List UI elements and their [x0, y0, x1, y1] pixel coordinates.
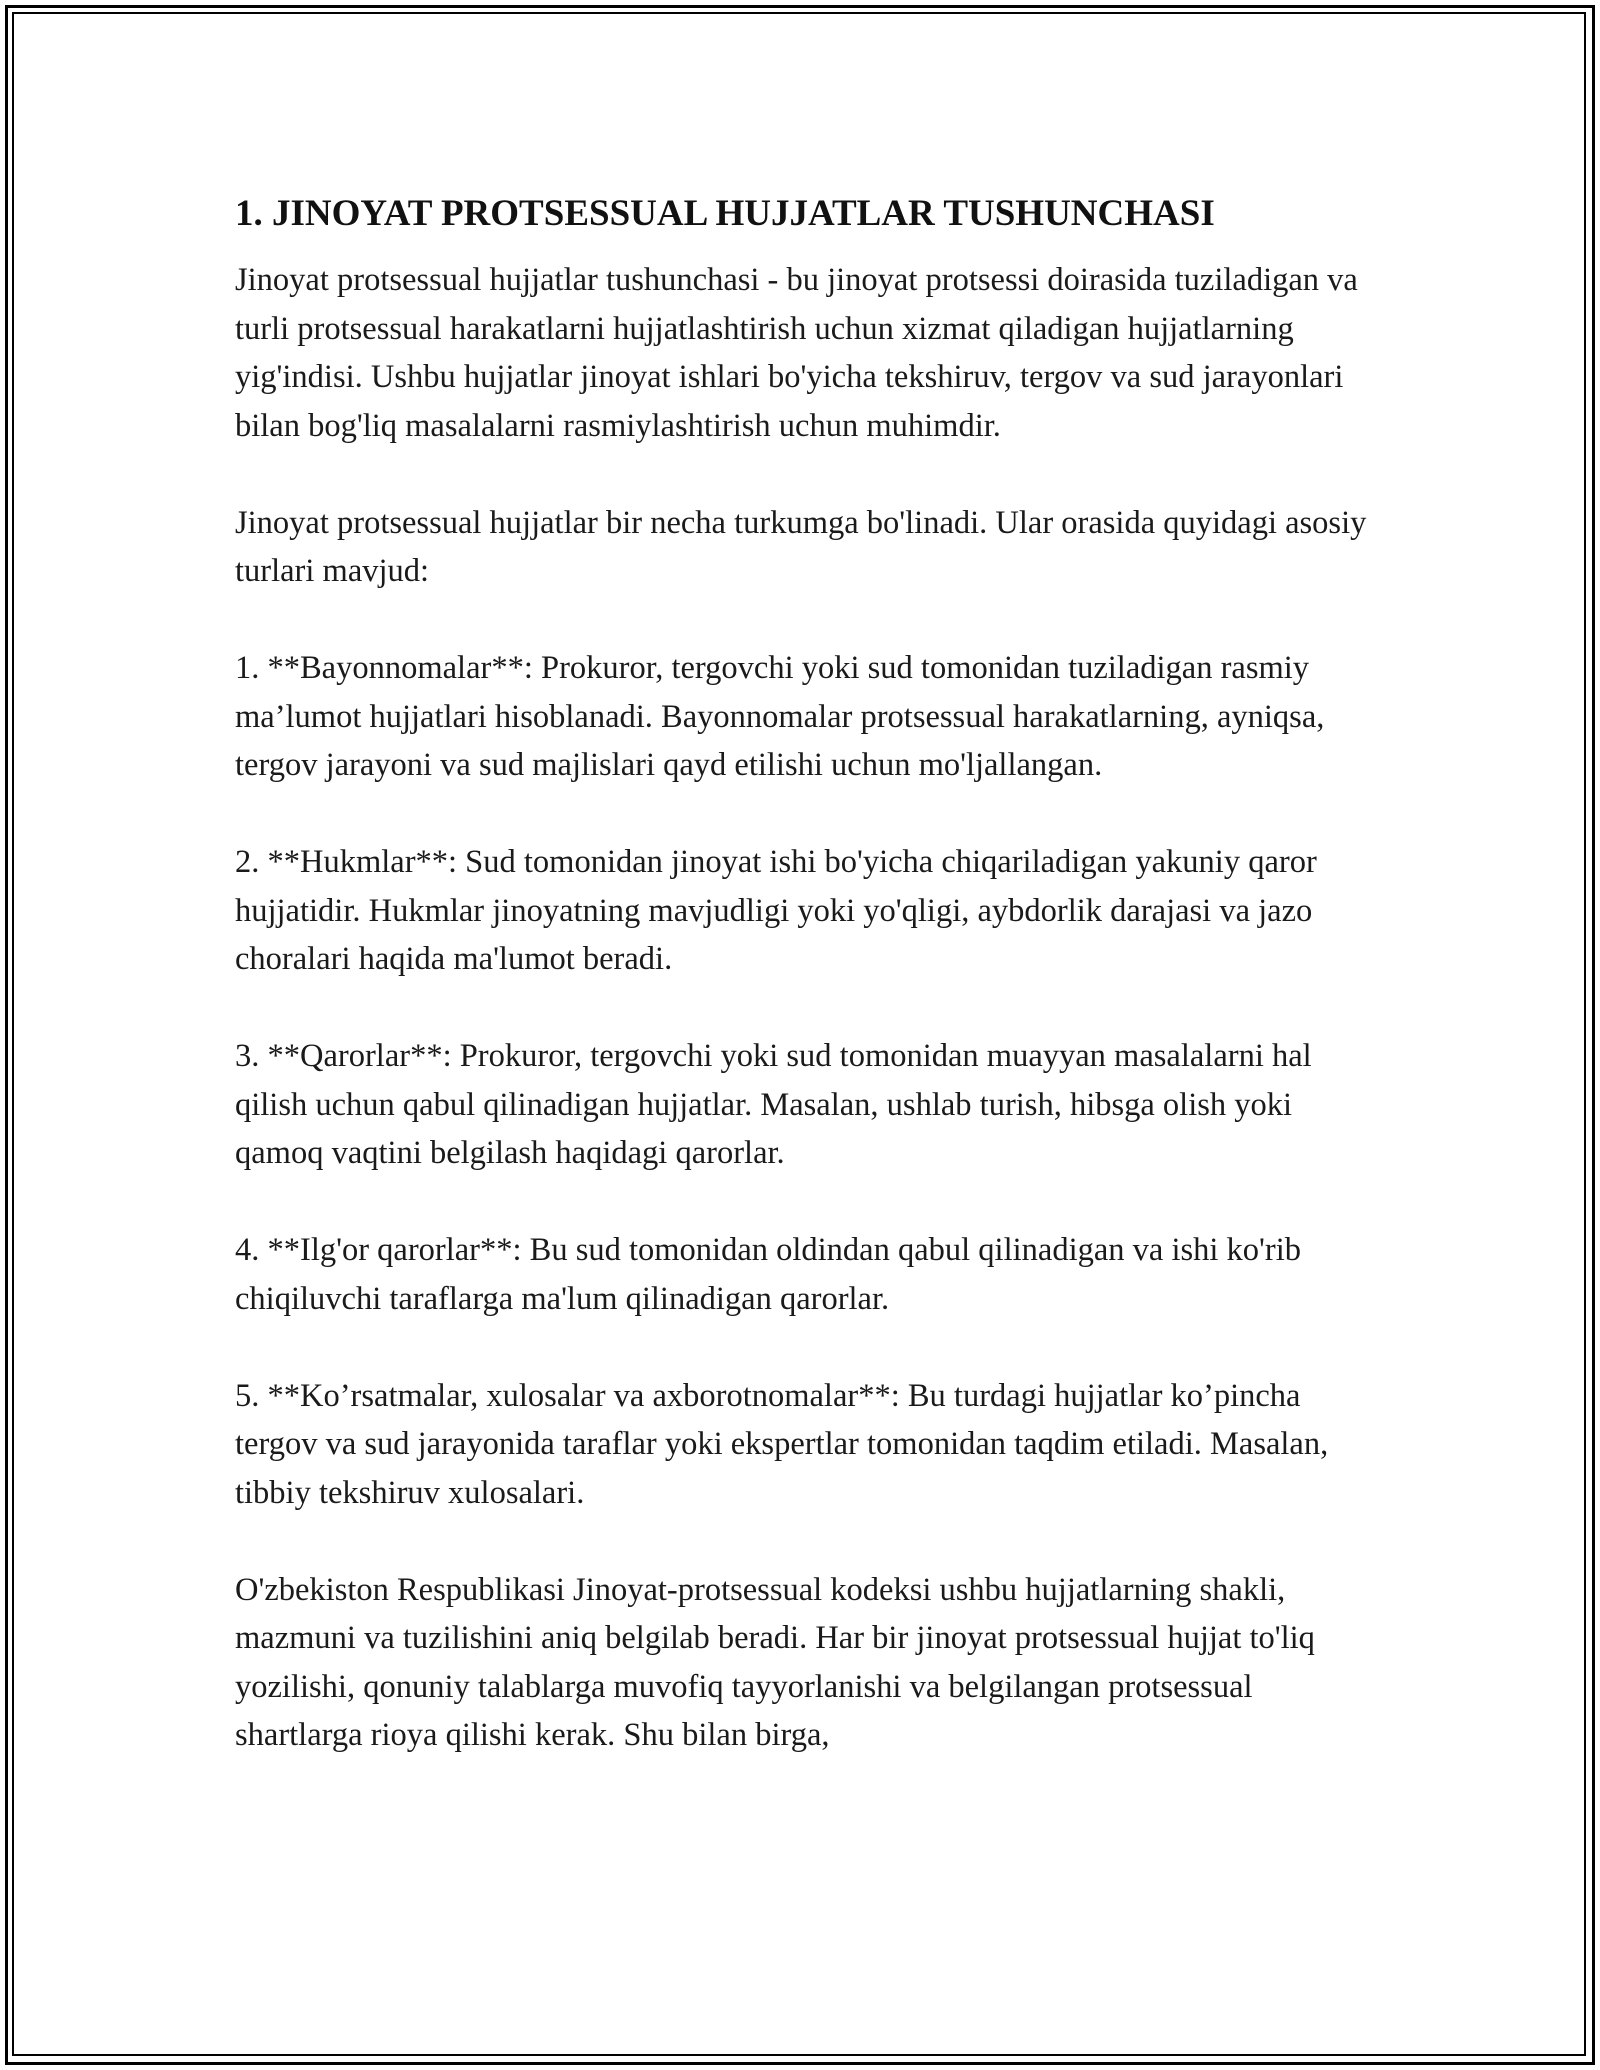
list-item-qarorlar: 3. **Qarorlar**: Prokuror, tergovchi yoki sud tomonidan muayyan masalalarni hal qilish uchun qabul qilinadigan hujjatlar. Masalan, ushlab turish, hibsga olish yoki qamoq vaqtini belgilash haqidagi qarorlar.: [235, 1038, 1312, 1171]
list-item-ilgor-qarorlar: 4. **Ilg'or qarorlar**: Bu sud tomonidan oldindan qabul qilinadigan va ishi ko'rib chiqiluvchi taraflarga ma'lum qilinadigan qarorlar.: [235, 1232, 1301, 1317]
list-item-bayonnomalar: 1. **Bayonnomalar**: Prokuror, tergovchi yoki sud tomonidan tuziladigan rasmiy ma’lumot hujjatlari hisoblanadi. Bayonnomalar protsessual harakatlarning, ayniqsa, tergov jarayoni va sud majlislari qayd etilishi uchun mo'ljallangan.: [235, 650, 1325, 783]
document-title: 1. JINOYAT PROTSESSUAL HUJJATLAR TUSHUNCHASI: [235, 193, 1215, 234]
list-item-korsatmalar: 5. **Ko’rsatmalar, xulosalar va axborotnomalar**: Bu turdagi hujjatlar ko’pincha tergov va sud jarayonida taraflar yoki ekspertlar tomonidan taqdim etiladi. Masalan, tibbiy tekshiruv xulosalari.: [235, 1377, 1329, 1511]
document-page: [235, 190, 1370, 1760]
paragraph-intro: Jinoyat protsessual hujjatlar tushunchasi - bu jinoyat protsessi doirasida tuziladigan va turli protsessual harakatlarni hujjatlashtirish uchun xizmat qiladigan hujjatlarning yig'indisi. Ushbu hujjatlar jinoyat ishlari bo'yicha tekshiruv, tergov va sud jarayonlari bilan bog'liq masalalarni rasmiylashtirish uchun muhimdir.: [235, 262, 1358, 444]
paragraph-conclusion: O'zbekiston Respublikasi Jinoyat-protsessual kodeksi ushbu hujjatlarning shakli, mazmuni va tuzilishini aniq belgilab beradi. Har bir jinoyat protsessual hujjat to'liq yozilishi, qonuniy talablarga muvofiq tayyorlanishi va belgilangan protsessual shartlarga rioya qilishi kerak. Shu bilan birga,: [235, 1571, 1315, 1753]
paragraph-types-intro: Jinoyat protsessual hujjatlar bir necha turkumga bo'linadi. Ular orasida quyidagi asosiy turlari mavjud:: [235, 504, 1367, 589]
list-item-hukmlar: 2. **Hukmlar**: Sud tomonidan jinoyat ishi bo'yicha chiqariladigan yakuniy qaror hujjatidir. Hukmlar jinoyatning mavjudligi yoki yo'qligi, aybdorlik darajasi va jazo choralari haqida ma'lumot beradi.: [235, 844, 1317, 977]
